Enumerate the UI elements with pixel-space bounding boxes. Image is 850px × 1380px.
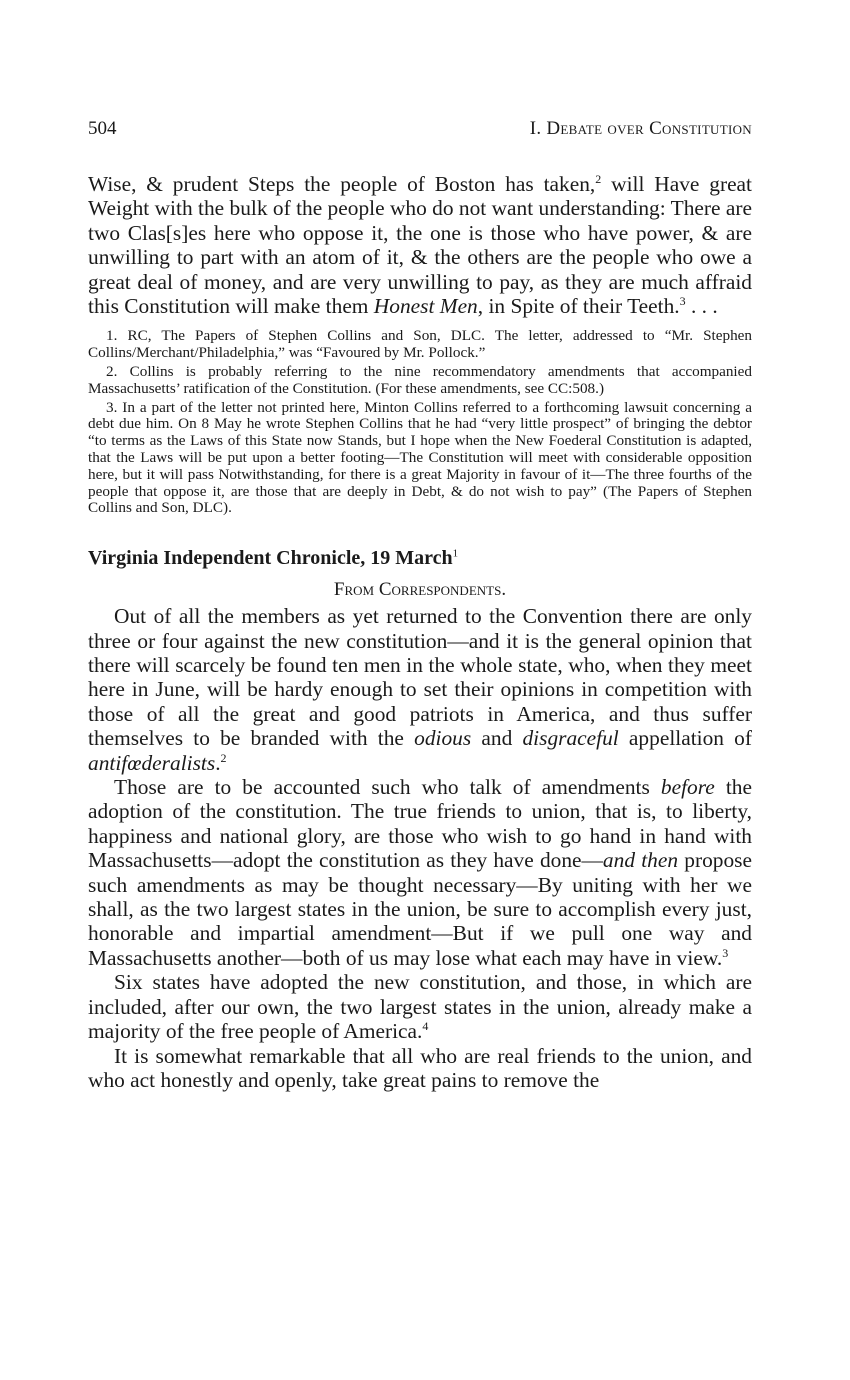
section-subheading: From Correspondents. [333, 579, 507, 601]
note-ref: 2 [595, 171, 602, 186]
italic-run: and then [602, 848, 679, 873]
text-run: Those are to be accounted such who talk of amendments [114, 775, 661, 800]
text-run: Six states have adopted the new constitution, and those, in which are included, after our own, the two largest states in the union, already make a majority of the free people of America. [88, 970, 752, 1044]
text-run: will Have great Weight with the bulk of the people who do not want understanding: There are two Clas[s]es here who oppose it, the one is those who have power, & are unwilling to part with an atom of it, & the others are the people who owe a great deal of money, and are very unwilling to pay, as they are much affraid this Constitution will make them [88, 172, 752, 319]
paragraph-3 [88, 970, 752, 1043]
running-head [88, 118, 752, 158]
continuation-paragraph [88, 172, 752, 318]
note-ref: 3 [679, 293, 686, 308]
text-run: and [471, 726, 523, 751]
italic-run: odious [414, 726, 472, 751]
text-run: the adoption of the constitution. The true friends to union, that is, to liberty, happiness and national glory, are those who wish to go hand in hand with Massachusetts—adopt the constitution as they have done— [88, 775, 752, 873]
paragraph-1 [88, 604, 752, 775]
note-ref: 3 [722, 945, 729, 960]
running-title: I. Debate over Constitution [529, 118, 752, 139]
footnote-2: 2. Collins is probably referring to the nine recommendatory amendments that accompanied Massachusetts’ ratification of the Constitution. (For these amendments, see CC:508.) [88, 363, 752, 397]
italic-run: Honest Men [373, 294, 478, 319]
text-run: , in Spite of their Teeth. [477, 294, 680, 319]
paragraph-2 [88, 775, 752, 970]
italic-run: antifœderalists [88, 750, 216, 775]
text-run: It is somewhat remarkable that all who are real friends to the union, and who act honestly and openly, take great pains to remove the [88, 1043, 752, 1092]
document-page [88, 118, 752, 1092]
note-ref: 1 [452, 547, 459, 560]
text-run: appellation of [618, 726, 752, 751]
text-run: . . . [685, 294, 718, 319]
page-number: 504 [88, 118, 117, 139]
section-heading [88, 547, 752, 570]
footnote-3: 3. In a part of the letter not printed here, Minton Collins referred to a forthcoming lawsuit concerning a debt due him. On 8 May he wrote Stephen Collins that he had “very little prospect” of bringing the debtor “to terms as the Laws of this State now Stands, but I hope when the New Foederal Constitution is adapted, that the Laws will be put upon a better footing—The Constitution will meet with considerable opposition here, but it will pass Notwithstanding, for there is a great Majority in favour of it—The three fourths of the people that oppose it, are those that are deeply in Debt, & do not wish to pay” (The Papers of Stephen Collins and Son, DLC). [88, 398, 752, 517]
text-run: . [215, 750, 221, 775]
text-run: Wise, & prudent Steps the people of Boston has taken, [88, 172, 596, 196]
footnote-1: 1. RC, The Papers of Stephen Collins and Son, DLC. The letter, addressed to “Mr. Stephen Collins/Merchant/Philadelphia,” was “Favoured by Mr. Pollock.” [88, 327, 752, 362]
italic-run: disgraceful [522, 726, 619, 751]
italic-run: before [660, 775, 715, 800]
section-heading-text: Virginia Independent Chronicle, 19 March [88, 547, 453, 570]
note-ref: 4 [422, 1018, 429, 1033]
text-run: propose such amendments as may be thought necessary—By uniting with her we shall, as the two largest states in the union, be sure to accomplish every just, honorable and impartial amendment—But if we pull one way and Massachusetts another—both of us may lose what each may have in view. [88, 848, 753, 970]
note-ref: 2 [220, 750, 227, 765]
text-run: Out of all the members as yet returned to the Convention there are only three or four against the new constitution—and it is the general opinion that there will scarcely be found ten men in the whole state, who, when they meet here in June, will be hardy enough to set their opinions in competition with those of all the great and good patriots in America, and thus suffer themselves to be branded with the [88, 604, 752, 751]
paragraph-4 [88, 1044, 752, 1093]
footnotes [88, 328, 752, 517]
